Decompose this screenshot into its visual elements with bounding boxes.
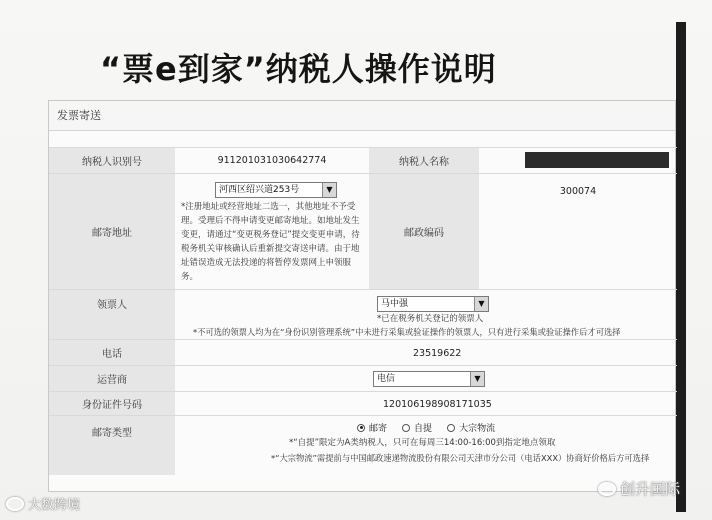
radio-pickup[interactable] [402, 421, 432, 434]
watermark-right-text: 创升国际 [620, 480, 681, 498]
carrier-select-value: 电信 [377, 374, 396, 384]
recipient-row [49, 289, 677, 339]
page-title: “票e到家”纳税人操作说明 [100, 50, 497, 88]
postal-code-label: 邮政编码 [369, 174, 479, 289]
mail-type-note-bulk: *“大宗物流”需提前与中国邮政速递物流股份有限公司天津市分公司（电话XXX）协商好价格后方可选择 [271, 453, 650, 463]
id-number-row [49, 391, 677, 415]
radio-bulk-logistics-label: 大宗物流 [459, 424, 496, 434]
address-cell [175, 174, 369, 289]
taxpayer-id-value: 911201031030642774 [217, 155, 327, 166]
phone-label: 电话 [49, 340, 175, 365]
radio-empty-icon [402, 424, 410, 432]
address-label: 邮寄地址 [49, 174, 175, 289]
watermark-right [598, 478, 680, 499]
watermark-left [6, 494, 80, 513]
carrier-cell [175, 366, 677, 391]
watermark-left-text: 大数跨境 [28, 498, 81, 513]
recipient-cell [175, 290, 677, 339]
recipient-label: 领票人 [49, 290, 175, 339]
chevron-down-icon: ▼ [474, 297, 488, 311]
address-select-value: 河西区绍兴道253号 [219, 185, 300, 195]
mail-type-label: 邮寄类型 [49, 416, 175, 475]
recipient-select-value: 马中强 [381, 299, 409, 309]
recipient-select[interactable] [377, 296, 489, 312]
taxpayer-id-label: 纳税人识别号 [49, 148, 175, 173]
address-row [49, 173, 677, 289]
taxpayer-name-label: 纳税人名称 [369, 148, 479, 173]
carrier-row [49, 365, 677, 391]
wechat-icon [598, 482, 616, 496]
mail-type-note-pickup: *“自提”限定为A类纳税人，只可在每周三14:00-16:00到指定地点领取 [289, 438, 556, 448]
address-note: *注册地址或经营地址二选一，其他地址不予受理。受理后不得申请变更邮寄地址。如地址发生变更，请通过“变更税务登记”提交变更申请，待税务机关审核确认后重新提交寄送申请。由于地址错误造成无法投递的将暂停发票网上申领服务。 [181, 202, 360, 282]
id-number-value: 120106198908171035 [383, 399, 492, 410]
radio-mail[interactable] [357, 421, 387, 434]
address-select[interactable] [215, 182, 337, 198]
mail-type-row [49, 415, 677, 475]
binder-edge [676, 22, 686, 512]
chevron-down-icon: ▼ [322, 183, 336, 197]
chevron-down-icon: ▼ [470, 372, 484, 386]
taxpayer-name-value [479, 148, 677, 173]
invoice-delivery-form [48, 100, 676, 492]
section-title: 发票寄送 [49, 101, 675, 131]
phone-row [49, 339, 677, 365]
taxpayer-row [49, 147, 677, 173]
carrier-label: 运营商 [49, 366, 175, 391]
speech-bubble-icon [6, 497, 24, 511]
recipient-note-unselectable: *不可选的领票人均为在“身份识别管理系统”中未进行采集或验证操作的领票人，只有进行采集或验证操作后才可选择 [193, 327, 621, 337]
radio-bulk-logistics[interactable] [447, 421, 495, 434]
postal-code-value: 300074 [559, 186, 597, 197]
recipient-note-registered: *已在税务机关登记的领票人 [377, 314, 484, 324]
id-number-label: 身份证件号码 [49, 392, 175, 415]
mail-type-radio-group [357, 421, 507, 435]
radio-pickup-label: 自提 [414, 424, 433, 434]
radio-mail-label: 邮寄 [369, 424, 388, 434]
radio-selected-icon [357, 424, 365, 432]
mail-type-cell [175, 416, 677, 475]
radio-empty-icon [447, 424, 455, 432]
redaction-bar [525, 152, 669, 168]
carrier-select[interactable] [373, 371, 485, 387]
phone-value: 23519622 [413, 348, 462, 359]
